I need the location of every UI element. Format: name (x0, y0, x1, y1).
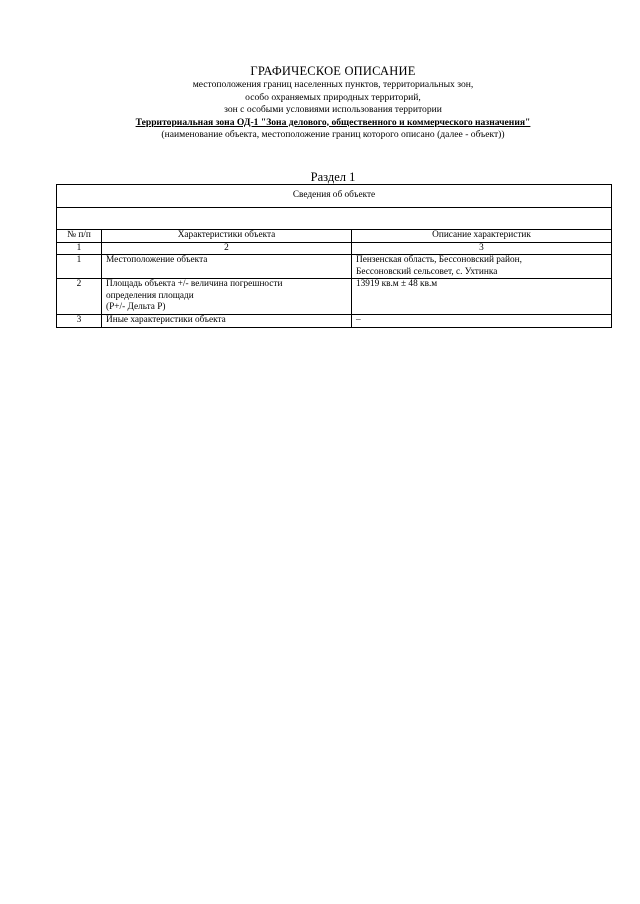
cell-line: – (356, 315, 361, 325)
table-title-row (57, 185, 612, 208)
table-header-row (57, 230, 612, 243)
column-header-characteristic: Характеристики объекта (102, 230, 352, 243)
table-column-numbers-row (57, 242, 612, 255)
cell-line: Площадь объекта +/- величина погрешности (106, 279, 283, 289)
column-number: 1 (57, 242, 102, 255)
row-number: 3 (57, 315, 102, 328)
cell-line: Бессоновский сельсовет, с. Ухтинка (356, 266, 498, 277)
table-blank-row (57, 208, 612, 230)
table-row (57, 315, 612, 328)
row-description (352, 255, 612, 279)
object-name: Территориальная зона ОД-1 "Зона делового, общественного и коммерческого назначения" (135, 116, 531, 128)
object-info-table (56, 184, 612, 328)
row-characteristic (102, 279, 352, 315)
table-title: Сведения об объекте (57, 185, 612, 208)
row-characteristic (102, 255, 352, 279)
column-number: 2 (102, 242, 352, 255)
row-description (352, 279, 612, 315)
column-number: 3 (352, 242, 612, 255)
cell-line: (P+/- Дельта P) (106, 302, 166, 312)
row-characteristic (102, 315, 352, 328)
blank-cell (57, 208, 612, 230)
object-name-note: (наименование объекта, местоположение границ которого описано (далее - объект)) (161, 129, 505, 140)
cell-line: определения площади (106, 290, 194, 301)
row-number: 2 (57, 279, 102, 315)
row-description (352, 315, 612, 328)
cell-line: Иные характеристики объекта (106, 315, 226, 325)
table-row (57, 255, 612, 279)
document-title: ГРАФИЧЕСКОЕ ОПИСАНИЕ (250, 64, 416, 78)
row-number: 1 (57, 255, 102, 279)
column-header-number: № п/п (57, 230, 102, 243)
subtitle-line: местоположения границ населенных пунктов, территориальных зон, (192, 79, 474, 90)
table-row (57, 279, 612, 315)
cell-line: 13919 кв.м ± 48 кв.м (356, 279, 438, 289)
document-header (56, 63, 610, 142)
column-header-description: Описание характеристик (352, 230, 612, 243)
subtitle-line: зон с особыми условиями использования территории (224, 104, 442, 115)
subtitle-line: особо охраняемых природных территорий, (245, 91, 421, 103)
section-title: Раздел 1 (310, 170, 356, 184)
cell-line: Местоположение объекта (106, 255, 208, 265)
cell-line: Пензенская область, Бессоновский район, (356, 255, 522, 265)
